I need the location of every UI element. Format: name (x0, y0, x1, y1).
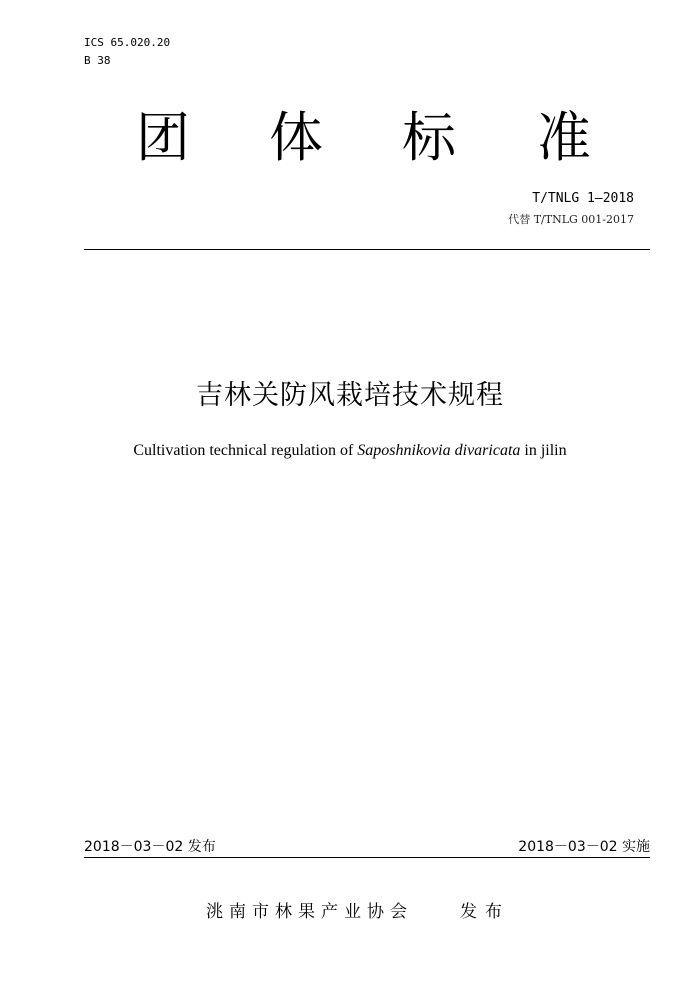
subtitle-pre: Cultivation technical regulation of (133, 442, 358, 459)
subtitle-species: Saposhnikovia divaricata (357, 442, 521, 459)
document-subtitle (0, 441, 700, 461)
header-divider (84, 249, 650, 250)
replaces-standard: 代替 T/TNLG 001-2017 (508, 213, 634, 226)
footer-divider (84, 857, 650, 858)
publish-label: 发布 (460, 902, 510, 922)
ccs-code: B 38 (84, 54, 111, 67)
title-char-1: 团 (136, 106, 190, 169)
document-title: 吉林关防风栽培技术规程 (196, 380, 504, 411)
publisher-name: 洮南市林果产业协会 (206, 902, 413, 922)
title-char-3: 标 (402, 106, 456, 169)
title-char-4: 准 (537, 106, 591, 169)
implementation-date: 2018－03－02 实施 (518, 839, 650, 855)
ics-code: ICS 65.020.20 (84, 36, 171, 49)
title-char-2: 体 (269, 106, 323, 169)
standard-number: T/TNLG 1—2018 (532, 191, 634, 206)
subtitle-post: in jilin (520, 442, 567, 459)
issue-date: 2018－03－02 发布 (84, 839, 216, 855)
